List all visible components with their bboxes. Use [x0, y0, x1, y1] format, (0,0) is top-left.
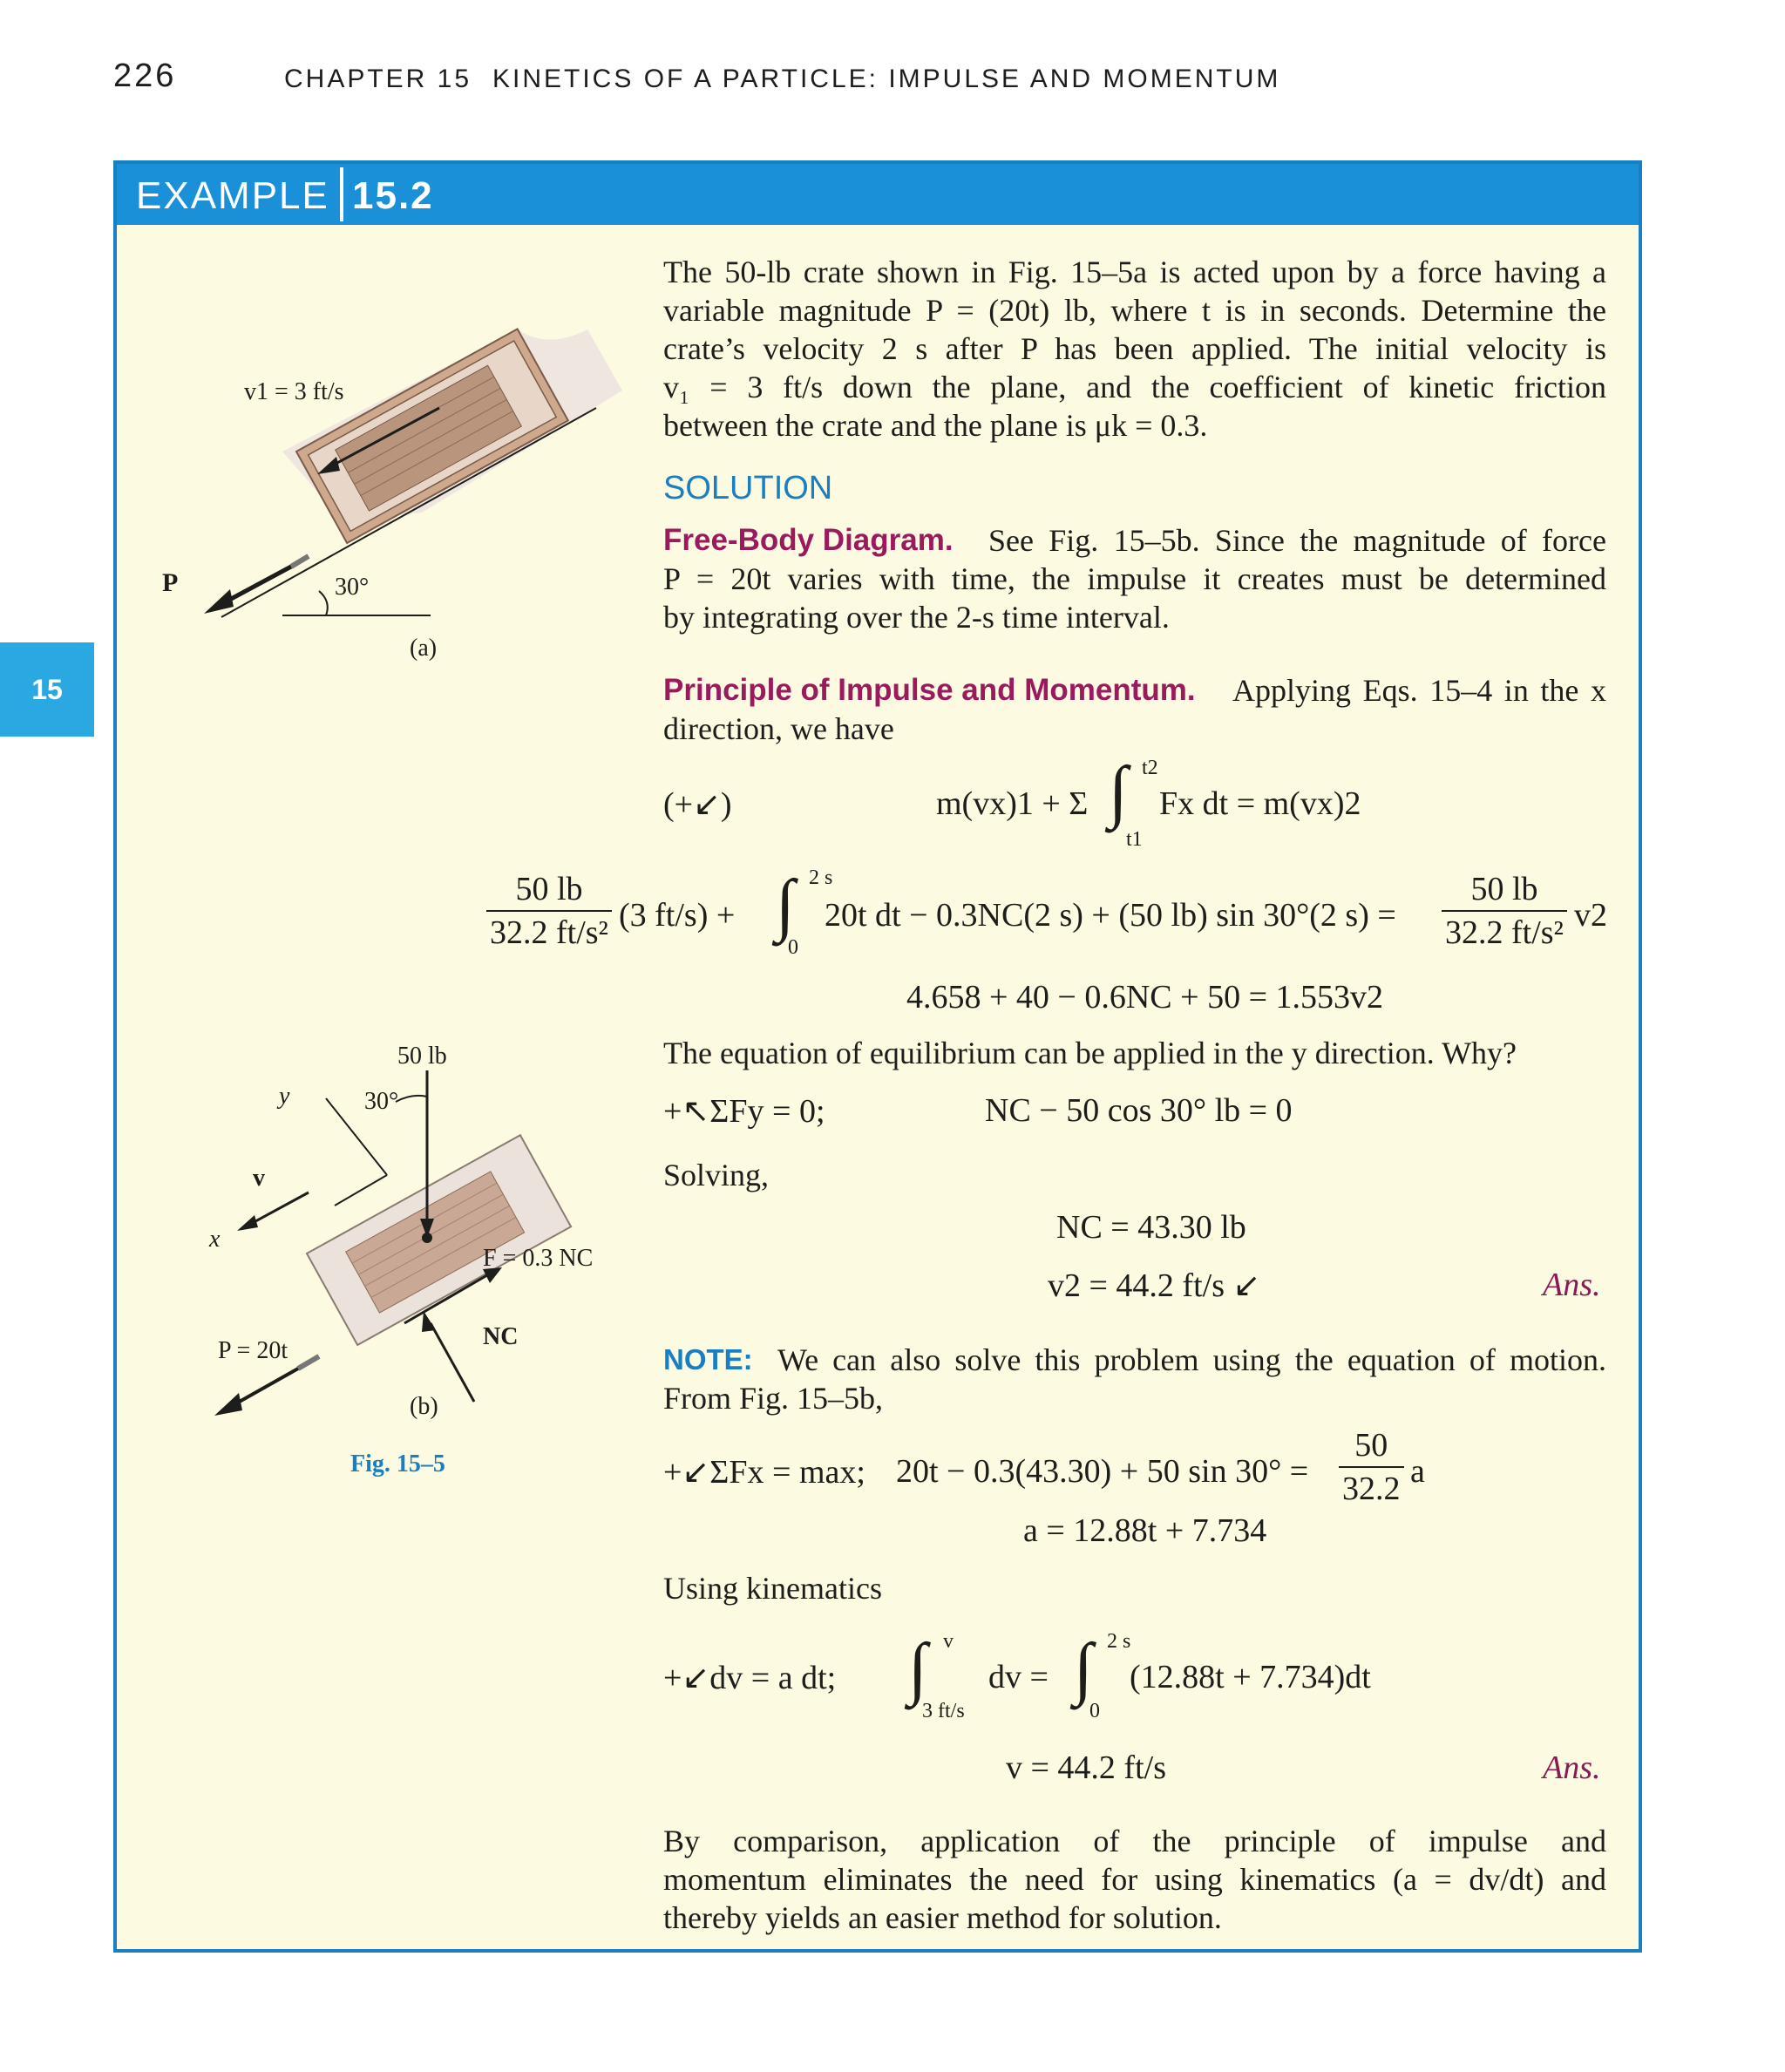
force-label-a: P: [162, 568, 179, 597]
force-arrowhead-a: [204, 589, 234, 614]
conclusion-line-3: thereby yields an easier method for solution.: [663, 1900, 1222, 1935]
eq2-den: 32.2 ft/s²: [490, 914, 608, 951]
kin-dv: dv =: [988, 1659, 1049, 1695]
kin-right: (12.88t + 7.734)dt: [1130, 1659, 1371, 1695]
using-kinematics: Using kinematics: [663, 1571, 882, 1606]
answer-label-1: Ans.: [1543, 1267, 1601, 1303]
friction-label-b: F = 0.3 NC: [483, 1245, 594, 1272]
eq2-v2: v2: [1574, 897, 1607, 934]
eq3: 4.658 + 40 − 0.6NC + 50 = 1.553v2: [906, 979, 1384, 1016]
result-nc: NC = 43.30 lb: [1056, 1209, 1246, 1246]
kin-int1-lower: 3 ft/s: [922, 1700, 965, 1722]
note-label: NOTE:: [663, 1343, 753, 1376]
problem-line-4: v₁ = 3 ft/s down the plane, and the coefficient of kinetic friction: [663, 370, 1606, 404]
integral-sign-4: ∫: [1074, 1630, 1093, 1707]
angle-arc-a: [319, 591, 328, 615]
eq2-rden: 32.2 ft/s²: [1445, 914, 1564, 951]
integral-sign-2: ∫: [776, 866, 795, 943]
center-of-mass-b: [422, 1233, 432, 1243]
normal-arrowhead-b: [422, 1311, 436, 1332]
motion-den: 32.2: [1342, 1471, 1401, 1507]
motion-left: +↙ΣFx = max;: [663, 1454, 865, 1491]
eq-int-lower: t1: [1126, 828, 1143, 851]
example-box: [113, 160, 1642, 1953]
normal-label-b: NC: [483, 1323, 519, 1350]
x-axis-b: [335, 1175, 387, 1206]
kin-int1-upper: v: [943, 1630, 954, 1653]
pim-line-1: Applying Eqs. 15–4 in the x: [1232, 673, 1606, 708]
conclusion-line-2: momentum eliminates the need for using kinematics (a = dv/dt) and: [663, 1862, 1606, 1897]
eq2-part-1: (3 ft/s) +: [619, 897, 736, 934]
solution-title: SOLUTION: [663, 470, 833, 506]
velocity-arrow-b: [248, 1192, 309, 1226]
fbd-heading: Free-Body Diagram.: [663, 523, 954, 557]
eq-general-left: m(vx)1 + Σ: [936, 785, 1089, 822]
fbd-line-2: P = 20t varies with time, the impulse it creates must be determined: [663, 561, 1606, 596]
chapter-label: CHAPTER 15: [284, 65, 472, 93]
fbd-line-3: by integrating over the 2-s time interval.: [663, 600, 1170, 635]
eq2-left-fraction: [486, 870, 612, 952]
force-arrowhead-b: [214, 1393, 242, 1416]
rope-a: [291, 556, 309, 567]
crate-b: [307, 1135, 571, 1345]
angle-label-b: 30°: [364, 1088, 399, 1115]
normal-arrow-b: [431, 1323, 474, 1402]
example-header-bar: [117, 164, 1639, 225]
problem-line-3: crate’s velocity 2 s after P has been applied. The initial velocity is: [663, 331, 1606, 366]
eq-sign-convention: (+↙): [663, 786, 732, 823]
eq-general-right: Fx dt = m(vx)2: [1159, 785, 1361, 822]
kin-int2-lower: 0: [1089, 1700, 1100, 1722]
example-number: 15.2: [352, 174, 434, 217]
page-number: 226: [113, 58, 177, 94]
eq2-num: 50 lb: [486, 870, 612, 912]
v-label-b: v: [253, 1165, 265, 1192]
eq2-rnum: 50 lb: [1442, 870, 1567, 912]
eq2-part-2: 20t dt − 0.3NC(2 s) + (50 lb) sin 30°(2 s) =: [825, 897, 1396, 934]
final-velocity: v = 44.2 ft/s: [1006, 1749, 1166, 1786]
solving-label: Solving,: [663, 1158, 770, 1192]
caption-b: (b): [410, 1393, 438, 1420]
rope-b: [298, 1356, 319, 1369]
pim-line-2: direction, we have: [663, 711, 894, 746]
pim-heading: Principle of Impulse and Momentum.: [663, 673, 1196, 707]
caption-a: (a): [410, 635, 438, 662]
force-label-b: P = 20t: [218, 1337, 288, 1364]
note-line-1: We can also solve this problem using the equation of motion.: [777, 1342, 1606, 1377]
motion-fraction: [1339, 1426, 1404, 1508]
y-label-b: y: [279, 1083, 290, 1110]
motion-a: a: [1410, 1453, 1425, 1490]
velocity-label-a: v1 = 3 ft/s: [244, 378, 344, 405]
answer-label-2: Ans.: [1543, 1749, 1601, 1786]
integral-sign-3: ∫: [908, 1630, 927, 1707]
equilibrium-right: NC − 50 cos 30° lb = 0: [985, 1092, 1293, 1129]
motion-mid: 20t − 0.3(43.30) + 50 sin 30° =: [896, 1453, 1309, 1490]
angle-label-a: 30°: [335, 574, 370, 601]
conclusion-line-1: By comparison, application of the principle of impulse and: [663, 1824, 1606, 1858]
problem-line-2: variable magnitude P = (20t) lb, where t is in seconds. Determine the: [663, 293, 1606, 328]
kin-left: +↙dv = a dt;: [663, 1660, 837, 1696]
weight-label-b: 50 lb: [397, 1043, 447, 1070]
integral-sign-1: ∫: [1109, 753, 1128, 830]
chapter-side-tab: 15: [0, 642, 94, 737]
example-label: EXAMPLE: [136, 174, 329, 217]
kin-int2-upper: 2 s: [1107, 1630, 1131, 1653]
problem-line-1: The 50-lb crate shown in Fig. 15–5a is acted upon by a force having a: [663, 255, 1606, 289]
result-v2: v2 = 44.2 ft/s ↙: [1048, 1267, 1261, 1304]
x-label-b: x: [209, 1226, 221, 1253]
problem-line-5: between the crate and the plane is μk = 0.3.: [663, 408, 1208, 443]
acceleration-result: a = 12.88t + 7.734: [1023, 1512, 1267, 1549]
equilibrium-question: The equation of equilibrium can be applied in the y direction. Why?: [663, 1036, 1517, 1070]
eq2-right-fraction: [1442, 870, 1567, 952]
crate-a: [296, 329, 568, 543]
figure-a: [134, 295, 675, 713]
chapter-title: KINETICS OF A PARTICLE: IMPULSE AND MOMENTUM: [492, 65, 1281, 93]
eq-int-upper: t2: [1142, 757, 1158, 779]
velocity-arrowhead-b: [237, 1215, 258, 1231]
eq2-upper: 2 s: [809, 866, 833, 889]
motion-num: 50: [1339, 1426, 1404, 1468]
eq2-lower: 0: [788, 936, 798, 959]
equilibrium-left: +↖ΣFy = 0;: [663, 1093, 825, 1130]
example-separator: [340, 167, 343, 221]
figure-caption: Fig. 15–5: [350, 1450, 445, 1478]
angle-arc-b: [396, 1096, 427, 1102]
note-line-2: From Fig. 15–5b,: [663, 1381, 884, 1416]
fbd-line-1: See Fig. 15–5b. Since the magnitude of force: [988, 523, 1606, 558]
